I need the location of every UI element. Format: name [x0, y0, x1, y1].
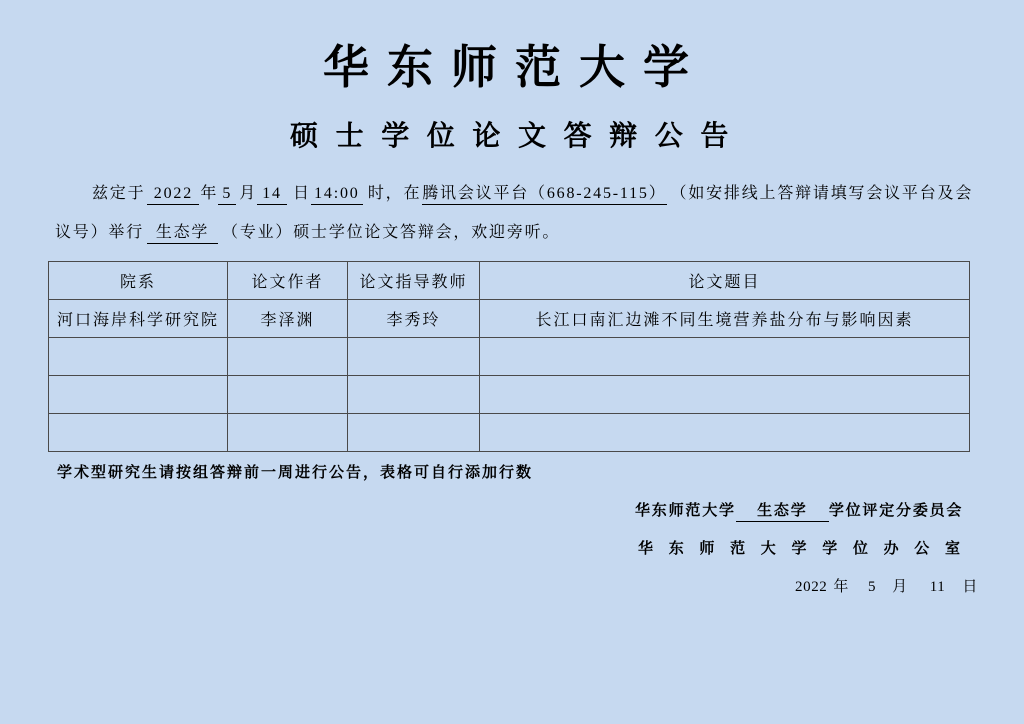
cell-advisor [348, 338, 480, 376]
committee-signature [635, 501, 963, 522]
venue-hint-end: 议号）举行 [55, 224, 145, 241]
cell-author [228, 414, 348, 452]
university-name: 华东师范大学 [323, 42, 707, 93]
cell-department: 河口海岸科学研究院 [49, 300, 228, 338]
venue-hint-start: （如安排线上答辩请填写会议平台及会 [670, 185, 974, 202]
notice-intro: 兹定于 [92, 185, 146, 202]
signature-school: 华东师范大学 [635, 503, 736, 519]
header-thesis-title: 论文题目 [480, 262, 970, 300]
header-department: 院系 [49, 262, 228, 300]
notice-closing: （专业）硕士学位论文答辩会，欢迎旁听。 [222, 224, 561, 241]
signature-major-blank: 生态学 [736, 501, 829, 522]
month-unit: 月 [239, 185, 258, 202]
cell-author: 李泽渊 [228, 300, 348, 338]
table-row [49, 376, 970, 414]
signature-committee: 学位评定分委员会 [828, 503, 964, 519]
time-unit: 时，在 [367, 185, 422, 202]
day-blank: 14 [257, 184, 287, 205]
cell-thesis-title [480, 376, 970, 414]
header-advisor: 论文指导教师 [348, 262, 480, 300]
cell-author [228, 338, 348, 376]
year-unit: 年 [200, 185, 219, 202]
table-note: 学术型研究生请按组答辩前一周进行公告，表格可自行添加行数 [57, 465, 534, 481]
time-blank: 14:00 [311, 184, 363, 205]
header-author: 论文作者 [228, 262, 348, 300]
cell-thesis-title [480, 338, 970, 376]
day-unit: 日 [293, 185, 311, 202]
notice-line-1 [92, 184, 973, 205]
venue-blank: 腾讯会议平台（668-245-115） [422, 184, 666, 205]
date-day: 11 [929, 579, 946, 595]
major-blank: 生态学 [147, 223, 218, 244]
cell-thesis-title: 长江口南汇边滩不同生境营养盐分布与影响因素 [480, 300, 970, 338]
notice-line-2 [55, 223, 560, 244]
table-row [49, 414, 970, 452]
degree-office-signature: 华东师范大学学位办公室 [638, 541, 976, 557]
cell-advisor [348, 376, 480, 414]
table-row [49, 300, 970, 338]
signature-date [795, 577, 978, 597]
cell-advisor [348, 414, 480, 452]
date-month-unit: 月 [892, 579, 908, 595]
cell-department [49, 338, 228, 376]
table-header-row [49, 262, 970, 300]
defense-table [48, 261, 970, 452]
cell-department [49, 414, 228, 452]
cell-department [49, 376, 228, 414]
cell-author [228, 376, 348, 414]
date-day-unit: 日 [962, 579, 978, 595]
year-blank: 2022 [147, 184, 199, 205]
date-year-unit: 年 [833, 579, 850, 595]
date-year: 2022 [795, 579, 828, 595]
cell-thesis-title [480, 414, 970, 452]
cell-advisor: 李秀玲 [348, 300, 480, 338]
date-month: 5 [868, 579, 877, 595]
announcement-title: 硕士学位论文答辩公告 [290, 121, 747, 152]
month-blank: 5 [218, 184, 236, 205]
table-row [49, 338, 970, 376]
